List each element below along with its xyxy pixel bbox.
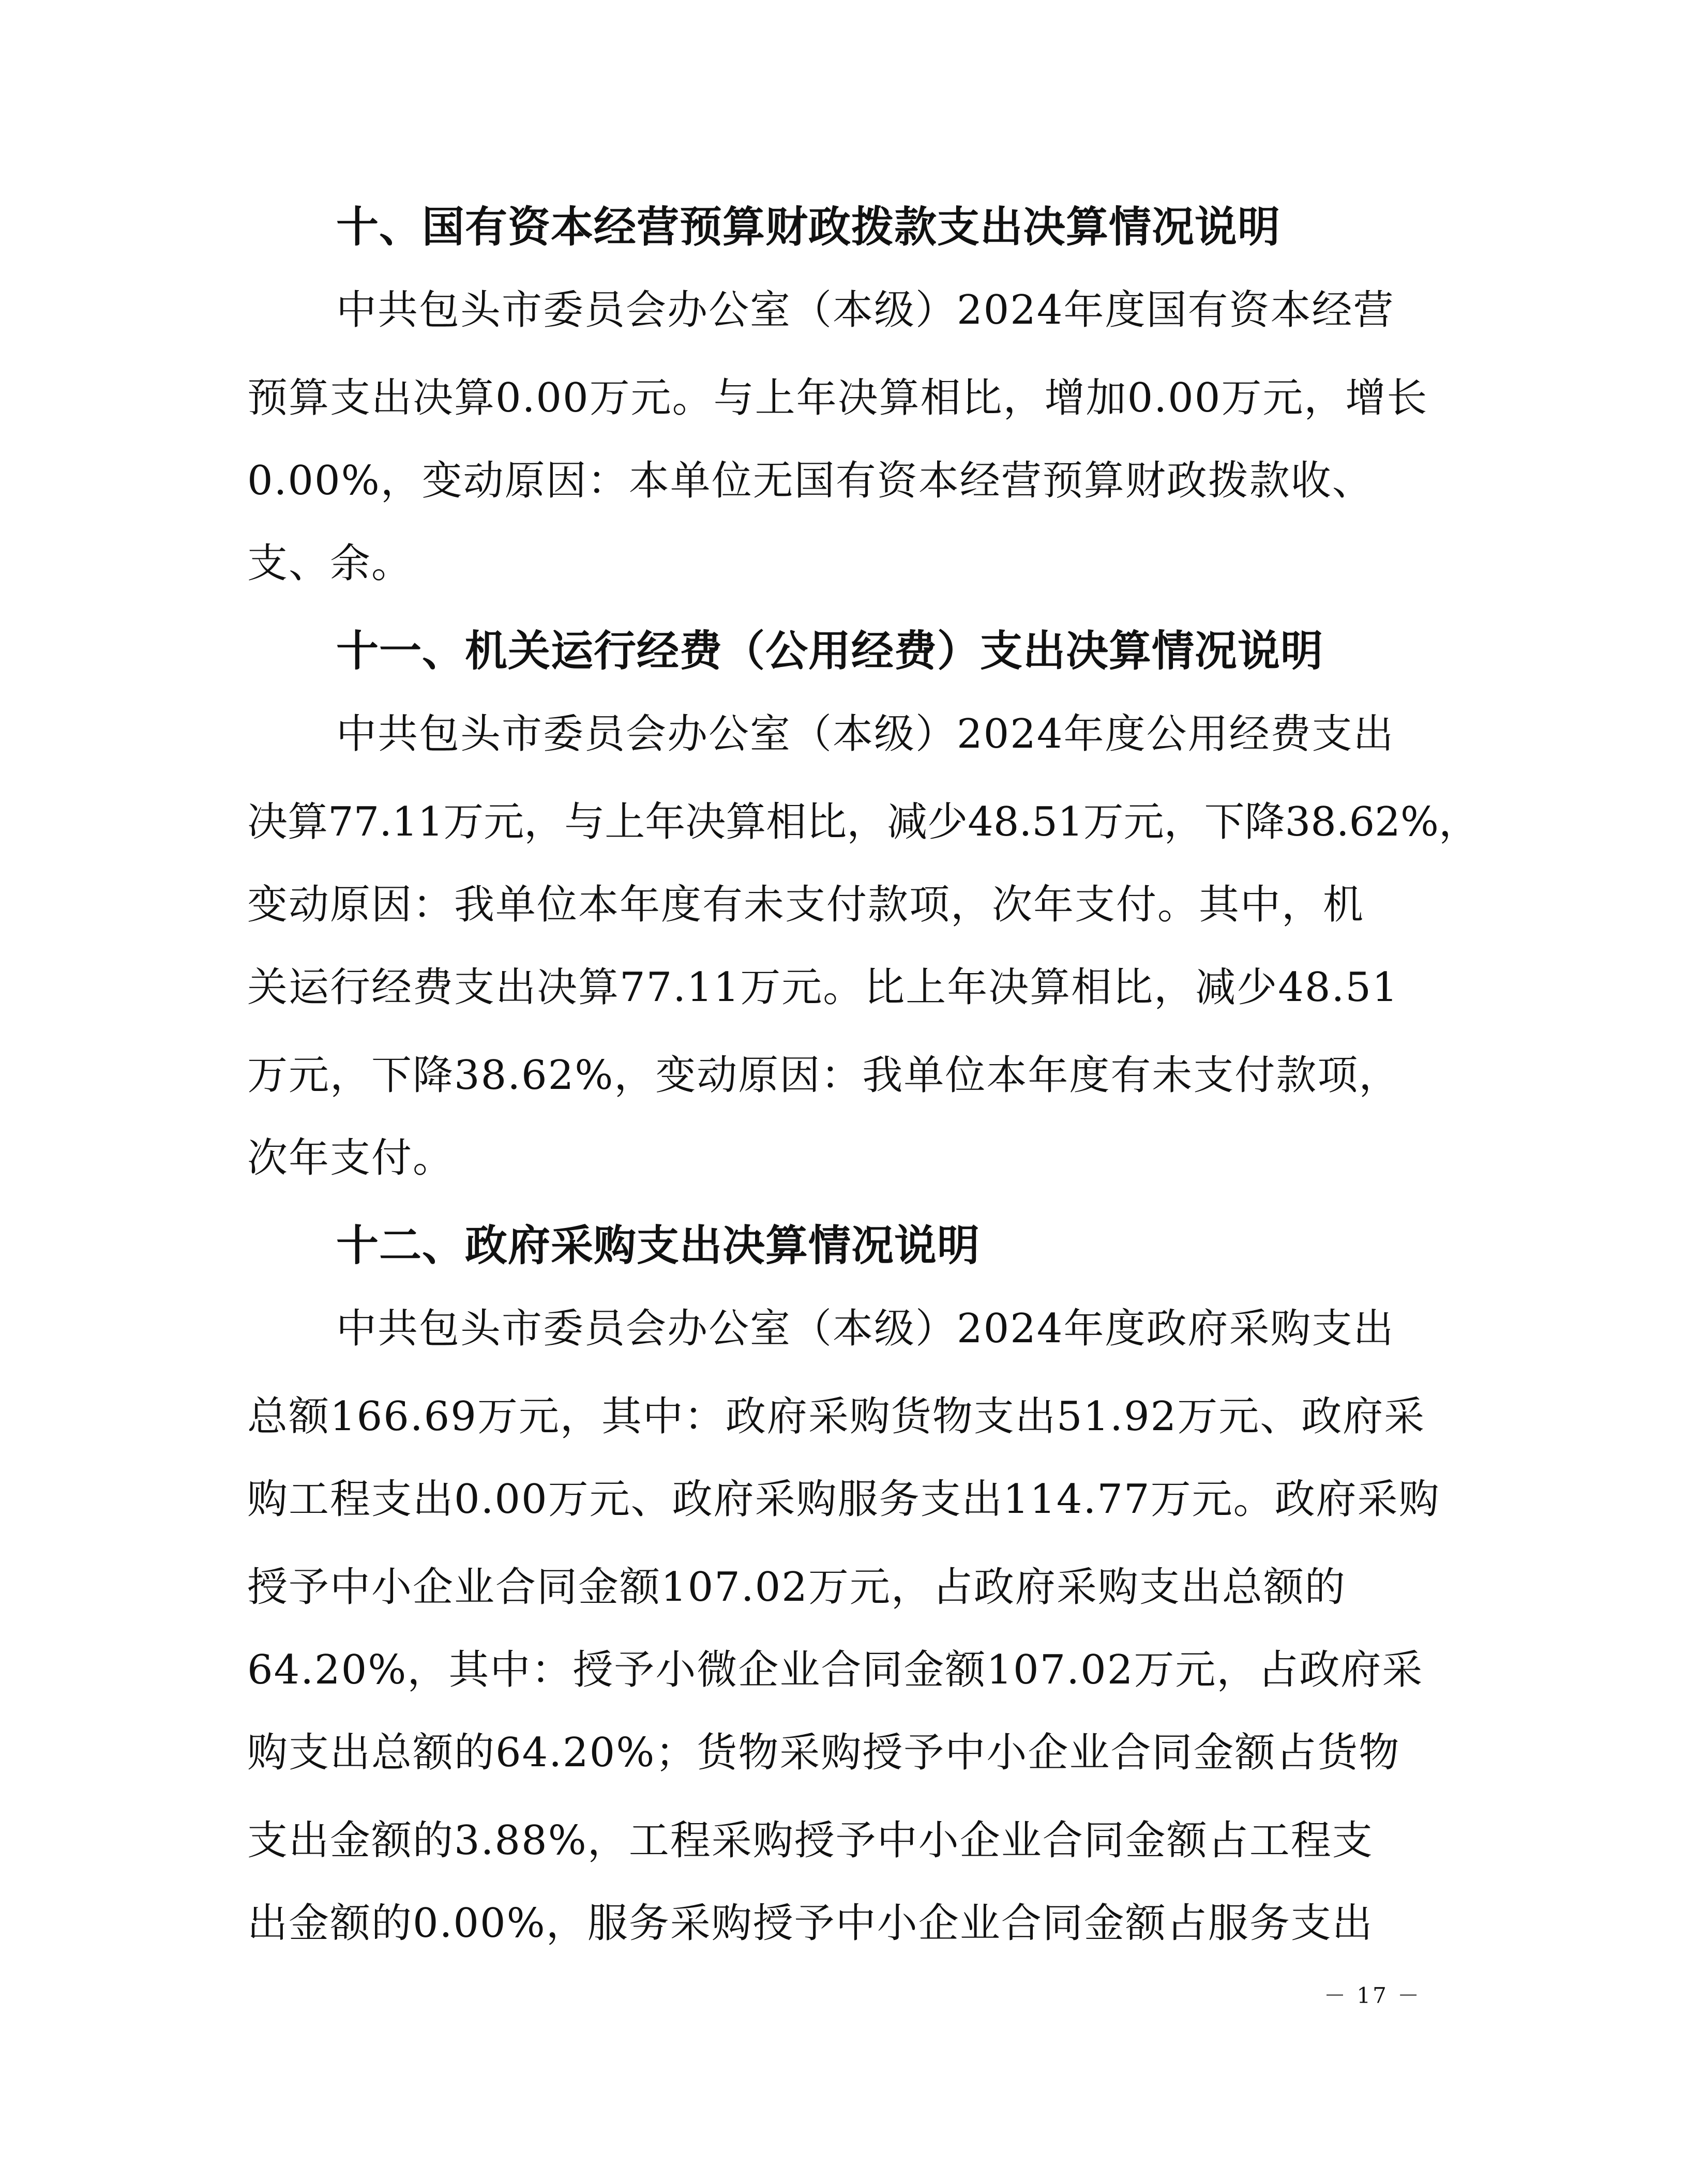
- section-heading-12: 十二、政府采购支出决算情况说明: [336, 1221, 981, 1270]
- section-11-line-4: 关运行经费支出决算77.11万元。比上年决算相比，减少48.51: [247, 964, 1399, 1011]
- section-11-line-1: 中共包头市委员会办公室（本级）2024年度公用经费支出: [336, 711, 1395, 757]
- section-11-line-3: 变动原因：我单位本年度有未支付款项，次年支付。其中，机: [247, 882, 1365, 928]
- section-12-line-6: 购支出总额的64.20%；货物采购授予中小企业合同金额占货物: [247, 1730, 1400, 1776]
- page-number: － 17 －: [1324, 1983, 1422, 2008]
- section-12-line-7: 支出金额的3.88%，工程采购授予中小企业合同金额占工程支: [247, 1817, 1374, 1864]
- section-12-line-5: 64.20%，其中：授予小微企业合同金额107.02万元，占政府采: [247, 1647, 1424, 1693]
- section-12-line-1: 中共包头市委员会办公室（本级）2024年度政府采购支出: [336, 1306, 1395, 1352]
- section-11-line-6: 次年支付。: [247, 1135, 455, 1181]
- section-10-line-4: 支、余。: [247, 540, 413, 587]
- section-12-line-8: 出金额的0.00%，服务采购授予中小企业合同金额占服务支出: [247, 1900, 1374, 1947]
- section-heading-10: 十、国有资本经营预算财政拨款支出决算情况说明: [336, 203, 1281, 252]
- section-12-line-2: 总额166.69万元，其中：政府采购货物支出51.92万元、政府采: [247, 1393, 1426, 1440]
- section-11-line-5: 万元，下降38.62%，变动原因：我单位本年度有未支付款项，: [247, 1052, 1400, 1099]
- section-11-line-2: 决算77.11万元，与上年决算相比，减少48.51万元，下降38.62%，: [247, 799, 1480, 845]
- section-12-line-3: 购工程支出0.00万元、政府采购服务支出114.77万元。政府采购: [247, 1476, 1440, 1523]
- section-12-line-4: 授予中小企业合同金额107.02万元，占政府采购支出总额的: [247, 1564, 1346, 1611]
- section-10-line-1: 中共包头市委员会办公室（本级）2024年度国有资本经营: [336, 287, 1395, 333]
- section-10-line-3: 0.00%，变动原因：本单位无国有资本经营预算财政拨款收、: [247, 458, 1374, 504]
- section-10-line-2: 预算支出决算0.00万元。与上年决算相比，增加0.00万元，增长: [247, 375, 1428, 421]
- section-heading-11: 十一、机关运行经费（公用经费）支出决算情况说明: [336, 627, 1324, 676]
